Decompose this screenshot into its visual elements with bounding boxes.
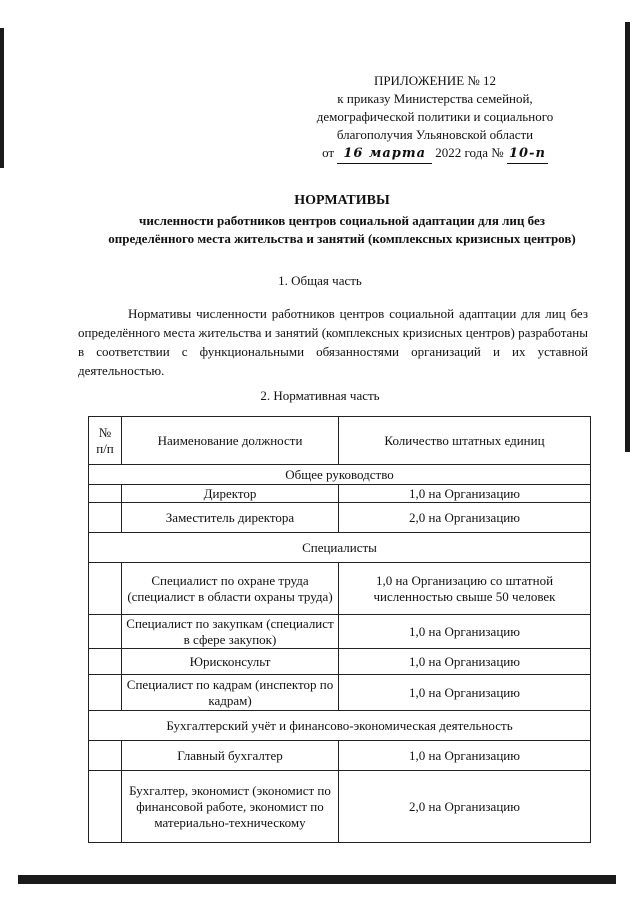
table-row [89,675,591,711]
row-count: 1,0 на Организацию [339,675,591,711]
table-row [89,503,591,533]
table-row [89,615,591,649]
row-num [89,485,122,503]
appendix-header [280,72,590,164]
row-num [89,563,122,615]
table-row [89,741,591,771]
row-num [89,771,122,843]
table-row [89,771,591,843]
group-row [89,465,591,485]
order-line-3: благополучия Ульяновской области [336,127,534,142]
group-row [89,533,591,563]
row-position: Директор [122,485,339,503]
group-general-management: Общее руководство [89,465,591,485]
header-count: Количество штатных единиц [339,417,591,465]
section-2-heading: 2. Нормативная часть [260,388,380,403]
group-row [89,711,591,741]
row-position: Специалист по кадрам (инспектор по кадрам) [122,675,339,711]
row-count: 1,0 на Организацию [339,615,591,649]
header-position: Наименование должности [122,417,339,465]
row-position: Специалист по охране труда (специалист в области охраны труда) [122,563,339,615]
row-position: Специалист по закупкам (специалист в сфере закупок) [122,615,339,649]
scan-edge-bottom [18,875,616,884]
table-row [89,563,591,615]
order-date-line [280,144,590,164]
title-main: НОРМАТИВЫ [294,193,390,208]
row-num [89,503,122,533]
intro-paragraph: Нормативы численности работников центров социальной адаптации для лиц без определённого места жительства и занятий (комплексных кризисных центров) разработаны в соответствии с функциональными обязанностями организаций и их уставной деятельностью. [78,306,588,378]
order-line-1: к приказу Министерства семейной, [337,91,533,106]
row-count: 2,0 на Организацию [339,771,591,843]
row-count: 1,0 на Организацию [339,485,591,503]
row-count: 1,0 на Организацию [339,649,591,675]
from-label: от [322,145,335,160]
row-count: 2,0 на Организацию [339,503,591,533]
handwritten-date: 16 марта [337,145,432,164]
title-subtitle: численности работников центров социальной адаптации для лиц без определённого места жительства и занятий (комплексных кризисных центров) [108,213,576,246]
norms-table [88,416,591,843]
header-num: № п/п [89,417,122,465]
row-position: Главный бухгалтер [122,741,339,771]
row-position: Бухгалтер, экономист (экономист по финансовой работе, экономист по материально-техническому [122,771,339,843]
row-position: Заместитель директора [122,503,339,533]
appendix-number: ПРИЛОЖЕНИЕ № 12 [373,73,497,88]
row-num [89,675,122,711]
group-specialists: Специалисты [89,533,591,563]
order-line-2: демографической политики и социального [316,109,554,124]
table-row [89,485,591,503]
section-1-heading: 1. Общая часть [278,273,362,288]
scan-edge-left [0,28,4,168]
document-title [100,192,584,248]
row-count: 1,0 на Организацию со штатной численностью свыше 50 человек [339,563,591,615]
row-num [89,741,122,771]
table-header-row [89,417,591,465]
row-num [89,615,122,649]
row-position: Юрисконсульт [122,649,339,675]
group-accounting: Бухгалтерский учёт и финансово-экономическая деятельность [89,711,591,741]
row-count: 1,0 на Организацию [339,741,591,771]
year-label: 2022 года № [435,145,504,160]
table-row [89,649,591,675]
row-num [89,649,122,675]
handwritten-number: 10-п [507,145,548,164]
